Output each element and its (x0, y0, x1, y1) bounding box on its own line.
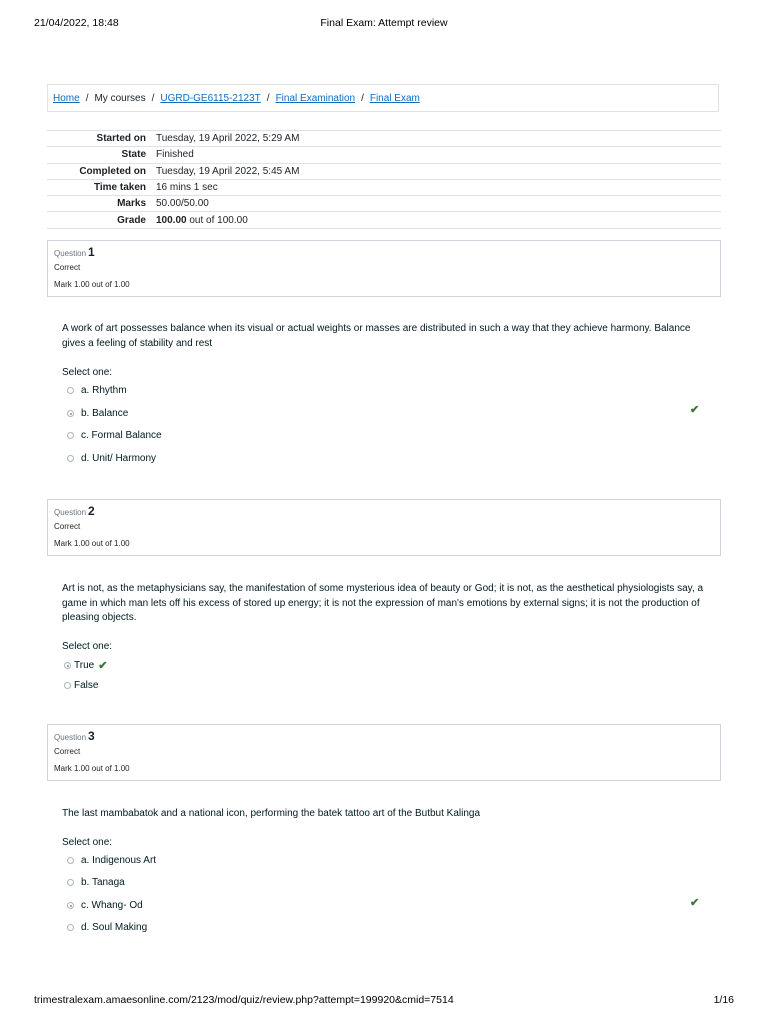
question-2-text: Art is not, as the metaphysicians say, the manifestation of some mysterious idea of beauty or God; it is not, as the aesthetical physiologists say, a game in which man lets off his excess of stored up energy; it is not the expression of man's emotions by external signs; it is not the production of pleasing objects. (62, 583, 704, 623)
breadcrumb-separator: / (266, 92, 270, 104)
print-url: trimestralexam.amaesonline.com/2123/mod/quiz/review.php?attempt=199920&cmid=7514 (34, 994, 454, 1006)
summary-value: Tuesday, 19 April 2022, 5:45 AM (156, 165, 300, 177)
correct-check-icon: ✔ (690, 897, 700, 909)
radio-button[interactable] (67, 432, 74, 439)
grade-score: 100.00 (156, 214, 187, 226)
print-datetime: 21/04/2022, 18:48 (34, 17, 119, 29)
attempt-summary-table (47, 130, 721, 229)
radio-button[interactable] (67, 387, 74, 394)
question-1-info (47, 240, 721, 297)
question-state: Correct (54, 522, 81, 531)
radio-button[interactable] (67, 857, 74, 864)
summary-value: 16 mins 1 sec (156, 182, 218, 194)
answer-option[interactable]: b. Tanaga (67, 877, 125, 888)
radio-button-checked[interactable] (67, 410, 74, 417)
breadcrumb-final-exam-link[interactable]: Final Exam (369, 92, 420, 104)
summary-row-state (47, 147, 721, 163)
question-mark: Mark 1.00 out of 1.00 (54, 764, 130, 773)
radio-button[interactable] (67, 455, 74, 462)
question-number: Question 3 (54, 729, 95, 743)
question-1-text: A work of art possesses balance when its visual or actual weights or masses are distributed in such a way that they achieve harmony. Balance gives a feeling of stability and rest (62, 323, 691, 349)
breadcrumb-course-link[interactable]: UGRD-GE6115-2123T (160, 92, 261, 104)
correct-check-icon: ✔ (98, 660, 108, 672)
print-header (34, 17, 734, 31)
answer-option[interactable]: a. Indigenous Art (67, 855, 156, 866)
summary-row-marks (47, 196, 721, 212)
radio-button[interactable] (67, 924, 74, 931)
print-page-number: 1/16 (713, 994, 734, 1006)
radio-button-checked[interactable] (67, 902, 74, 909)
answer-option[interactable]: c. Formal Balance (67, 430, 162, 441)
grade-total: out of 100.00 (186, 214, 248, 226)
summary-label: Started on (96, 133, 146, 145)
breadcrumb (47, 84, 719, 112)
answer-option[interactable]: False (64, 680, 98, 691)
question-state: Correct (54, 747, 81, 756)
question-3-info (47, 724, 721, 781)
summary-value: Finished (156, 149, 194, 161)
summary-row-time-taken (47, 179, 721, 195)
summary-row-grade (47, 212, 721, 228)
question-state: Correct (54, 263, 81, 272)
summary-value (156, 212, 721, 228)
select-one-label: Select one: (62, 367, 113, 378)
radio-button[interactable] (64, 682, 71, 689)
summary-label: Marks (117, 198, 146, 210)
answer-option[interactable]: d. Soul Making (67, 922, 147, 933)
question-mark: Mark 1.00 out of 1.00 (54, 539, 130, 548)
answer-option[interactable]: d. Unit/ Harmony (67, 453, 156, 464)
print-footer (34, 994, 734, 1008)
breadcrumb-separator: / (361, 92, 364, 104)
summary-row-started (47, 131, 721, 147)
summary-label: Grade (117, 214, 146, 226)
breadcrumb-my-courses: My courses (94, 92, 146, 104)
radio-button[interactable] (67, 879, 74, 886)
select-one-label: Select one: (62, 837, 113, 848)
summary-value: 50.00/50.00 (156, 198, 209, 210)
summary-value: Tuesday, 19 April 2022, 5:29 AM (156, 133, 300, 145)
summary-label: Completed on (79, 165, 146, 177)
question-mark: Mark 1.00 out of 1.00 (54, 280, 130, 289)
question-3-text: The last mambabatok and a national icon, performing the batek tattoo art of the Butbut Kalinga (62, 808, 481, 819)
summary-label: Time taken (93, 182, 146, 194)
correct-check-icon: ✔ (690, 404, 700, 416)
question-number: Question 1 (54, 245, 95, 259)
breadcrumb-home-link[interactable]: Home (53, 92, 80, 104)
breadcrumb-separator: / (151, 92, 155, 104)
question-number: Question 2 (54, 504, 95, 518)
breadcrumb-final-examination-link[interactable]: Final Examination (275, 92, 356, 104)
answer-option-selected[interactable]: b. Balance (67, 408, 128, 419)
answer-option-selected[interactable]: True ✔ (64, 659, 107, 672)
answer-option-selected[interactable]: c. Whang- Od (67, 900, 143, 911)
select-one-label: Select one: (62, 641, 113, 652)
answer-option[interactable]: a. Rhythm (67, 385, 127, 396)
summary-label: State (121, 149, 146, 161)
breadcrumb-separator: / (85, 92, 89, 104)
print-title: Final Exam: Attempt review (320, 17, 448, 29)
question-2-info (47, 499, 721, 556)
radio-button-checked[interactable] (64, 662, 71, 669)
summary-row-completed (47, 163, 721, 179)
